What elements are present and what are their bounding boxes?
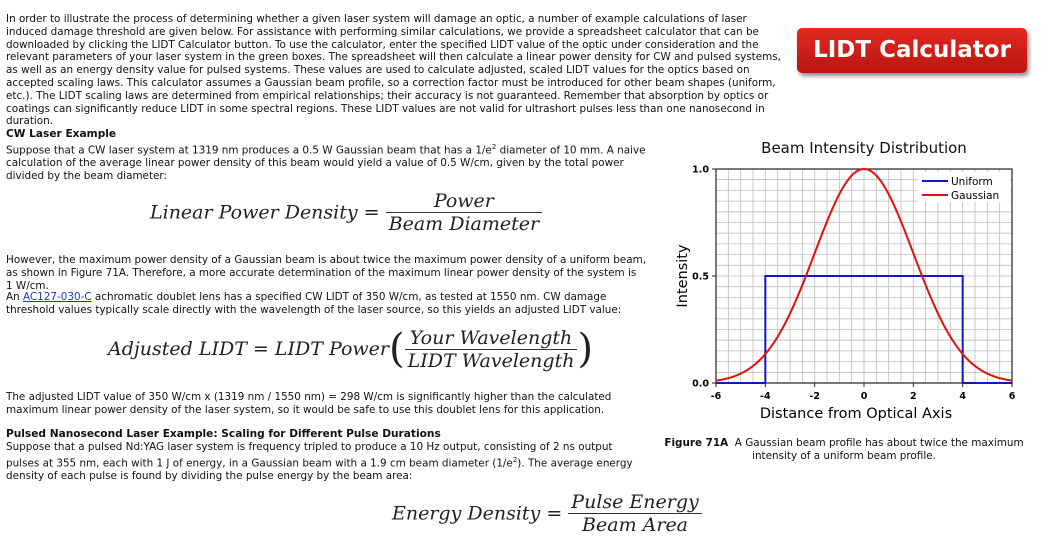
legend-label-gaussian: Gaussian bbox=[951, 190, 1000, 202]
ac127-030-c-link[interactable]: AC127-030-C bbox=[23, 291, 92, 303]
x-tick-label: -6 bbox=[710, 391, 722, 402]
y-tick-label: 0.5 bbox=[692, 271, 709, 283]
figure-caption: Figure 71A A Gaussian beam profile has about twice the maximum intensity of a uniform beam profile. bbox=[664, 437, 1024, 462]
x-tick-label: -4 bbox=[760, 391, 771, 402]
linear-power-density-equation: Linear Power Density = $\frac{\text{Power}}{\text{Beam Diameter}}$ bbox=[150, 190, 542, 235]
cw-paragraph-3: An AC127-030-C achromatic doublet lens has a specified CW LIDT of 350 W/cm, as tested at 1550 nm. CW damage threshold values typically scale directly with the wavelength of the laser source, so this yields an adjusted LIDT value: bbox=[6, 291, 622, 316]
adjusted-lidt-equation: Adjusted LIDT = LIDT Power( $\frac{\text{Your Wavelength}}{\text{LIDT Wavelength}}$ ) bbox=[108, 326, 594, 372]
cw-paragraph-1: Suppose that a CW laser system at 1319 nm produces a 0.5 W Gaussian beam that has a $1/e^2$ diameter of 10 mm. A naive calculation of the average linear power density of this beam would yield a value of 0.5 W/cm, given by the total power divided by the beam diameter: bbox=[6, 143, 646, 183]
x-tick-label: 2 bbox=[910, 391, 917, 402]
y-tick-label: 1.0 bbox=[692, 164, 709, 176]
y-axis-label: Intensity bbox=[675, 244, 691, 308]
beam-intensity-chart bbox=[660, 132, 1040, 432]
chart-title: Beam Intensity Distribution bbox=[761, 139, 967, 157]
cw-paragraph-2: However, the maximum power density of a Gaussian beam is about twice the maximum power density of a uniform beam, as shown in Figure 71A. Therefore, a more accurate determination of the maximum linear power density of the system is 1 W/cm. bbox=[6, 254, 646, 292]
x-tick-label: -2 bbox=[809, 391, 820, 402]
pulsed-paragraph-1: Suppose that a pulsed Nd:YAG laser system is frequency tripled to produce a 10 Hz output, consisting of 2 ns output pulses at 355 nm, each with 1 J of energy, in a Gaussian beam with a 1.9 cm beam diameter $(1/e^2)$. The average energy density of each pulse is found by dividing the pulse energy by the beam area: bbox=[6, 441, 633, 483]
y-tick-label: 0.0 bbox=[692, 378, 709, 390]
cw-paragraph-4: The adjusted LIDT value of 350 W/cm x (1319 nm / 1550 nm) = 298 W/cm is significantly higher than the calculated maximum linear power density of the laser system, so it would be safe to use this doublet lens for this application. bbox=[6, 391, 612, 416]
lidt-calculator-button[interactable]: LIDT Calculator bbox=[797, 28, 1027, 73]
cw-heading: CW Laser Example bbox=[6, 128, 117, 140]
energy-density-equation: Energy Density = $\frac{\text{Pulse Energy}}{\text{Beam Area}}$ bbox=[392, 491, 702, 536]
pulsed-heading: Pulsed Nanosecond Laser Example: Scaling for Different Pulse Durations bbox=[6, 428, 441, 440]
x-tick-label: 0 bbox=[860, 391, 868, 402]
x-tick-label: 6 bbox=[1008, 391, 1016, 402]
intro-paragraph: In order to illustrate the process of determining whether a given laser system will damage an optic, a number of example calculations of laser induced damage threshold are given below. For assistance with performing similar calculations, we provide a spreadsheet calculator that can be downloaded by clicking the LIDT Calculator button. To use the calculator, enter the specified LIDT value of the optic under consideration and the relevant parameters of your laser system in the green boxes. The spreadsheet will then calculate a linear power density for CW and pulsed systems, as well as an energy density value for pulsed systems. These values are used to calculate adjusted, scaled LIDT values for the optics based on accepted scaling laws. This calculator assumes a Gaussian beam profile, so a correction factor must be introduced for other beam shapes (uniform, etc.). The LIDT scaling laws are determined from empirical relationships; their accuracy is not guaranteed. Remember that absorption by optics or coatings can significantly reduce LIDT in some spectral regions. These LIDT values are not valid for ultrashort pulses less than one nanosecond in duration. bbox=[6, 13, 781, 128]
x-axis-label: Distance from Optical Axis bbox=[759, 406, 953, 422]
legend-label-uniform: Uniform bbox=[951, 176, 993, 188]
x-tick-label: 4 bbox=[959, 391, 966, 402]
